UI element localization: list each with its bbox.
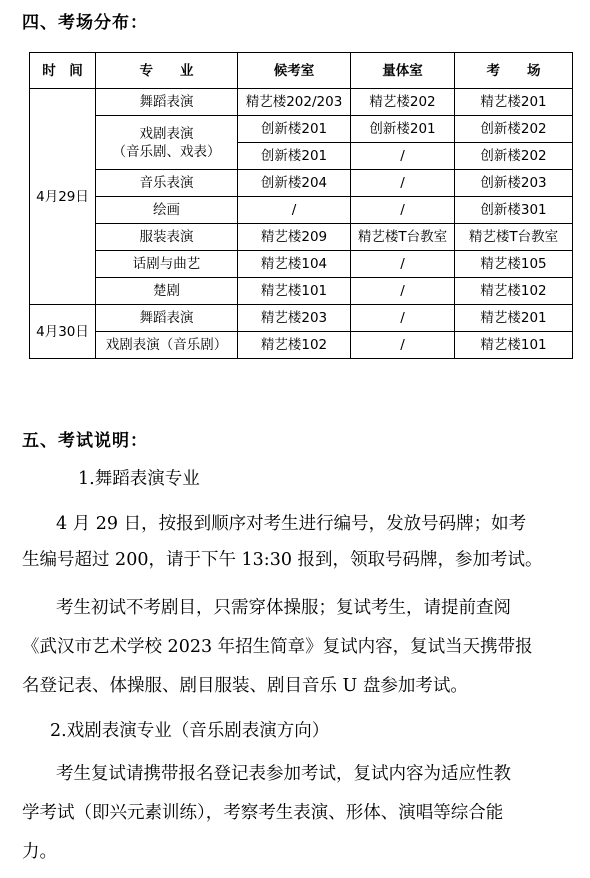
- major-cell: 绘画: [96, 197, 238, 224]
- waiting-room-cell: 精艺楼102: [238, 332, 351, 359]
- table-row: [30, 170, 573, 197]
- major-cell: 音乐表演: [96, 170, 238, 197]
- measure-room-cell: 精艺楼T台教室: [351, 224, 455, 251]
- exam-room-cell: 精艺楼101: [455, 332, 573, 359]
- waiting-room-cell: 精艺楼209: [238, 224, 351, 251]
- major-cell: 舞蹈表演: [96, 305, 238, 332]
- table-row: [30, 89, 573, 116]
- measure-room-cell: 创新楼201: [351, 116, 455, 143]
- subheading-drama: 2.戏剧表演专业（音乐剧表演方向）: [50, 721, 330, 741]
- major-line: 戏剧表演: [139, 125, 194, 142]
- major-cell: 服装表演: [96, 224, 238, 251]
- table-row: [30, 116, 573, 143]
- header-measure-room: 量体室: [351, 53, 455, 89]
- paragraph-line: 考生复试请携带报名登记表参加考试，复试内容为适应性教: [56, 764, 511, 784]
- waiting-room-cell: 精艺楼101: [238, 278, 351, 305]
- exam-room-cell: 精艺楼T台教室: [455, 224, 573, 251]
- exam-room-cell: 创新楼301: [455, 197, 573, 224]
- paragraph-line: 名登记表、体操服、剧目服装、剧目音乐 U 盘参加考试。: [22, 676, 468, 696]
- major-cell: 舞蹈表演: [96, 89, 238, 116]
- exam-room-cell: 精艺楼102: [455, 278, 573, 305]
- header-exam-room: 考 场: [455, 53, 573, 89]
- header-time: 时 间: [30, 53, 96, 89]
- major-cell: 楚剧: [96, 278, 238, 305]
- paragraph-line: 生编号超过 200，请于下午 13:30 报到，领取号码牌，参加考试。: [22, 550, 543, 570]
- measure-room-cell: /: [351, 332, 455, 359]
- venue-table: [29, 52, 573, 359]
- table-row: [30, 197, 573, 224]
- major-cell: 话剧与曲艺: [96, 251, 238, 278]
- measure-room-cell: 精艺楼202: [351, 89, 455, 116]
- section-4-title: 四、考场分布：: [22, 13, 148, 33]
- paragraph-line: 《武汉市艺术学校 2023 年招生简章》复试内容，复试当天携带报: [22, 637, 533, 657]
- subheading-dance: 1.舞蹈表演专业: [78, 469, 200, 489]
- exam-room-cell: 创新楼202: [455, 116, 573, 143]
- major-cell: [96, 116, 238, 170]
- table-row: [30, 278, 573, 305]
- measure-room-cell: /: [351, 197, 455, 224]
- major-cell: 戏剧表演（音乐剧）: [96, 332, 238, 359]
- measure-room-cell: /: [351, 143, 455, 170]
- measure-room-cell: /: [351, 278, 455, 305]
- exam-room-cell: 精艺楼201: [455, 89, 573, 116]
- table-row: [30, 224, 573, 251]
- measure-room-cell: /: [351, 251, 455, 278]
- date-cell: 4月29日: [30, 89, 96, 305]
- major-line: （音乐剧、戏表）: [112, 143, 221, 160]
- waiting-room-cell: 创新楼204: [238, 170, 351, 197]
- exam-room-cell: 精艺楼105: [455, 251, 573, 278]
- header-waiting-room: 候考室: [238, 53, 351, 89]
- table-row: [30, 251, 573, 278]
- waiting-room-cell: /: [238, 197, 351, 224]
- waiting-room-cell: 精艺楼203: [238, 305, 351, 332]
- waiting-room-cell: 创新楼201: [238, 143, 351, 170]
- exam-room-cell: 创新楼202: [455, 143, 573, 170]
- table-header-row: [30, 53, 573, 89]
- header-major: 专 业: [96, 53, 238, 89]
- paragraph-line: 4 月 29 日，按报到顺序对考生进行编号，发放号码牌；如考: [56, 514, 527, 534]
- measure-room-cell: /: [351, 305, 455, 332]
- paragraph-line: 学考试（即兴元素训练），考察考生表演、形体、演唱等综合能: [22, 803, 504, 823]
- exam-room-cell: 精艺楼201: [455, 305, 573, 332]
- measure-room-cell: /: [351, 170, 455, 197]
- paragraph-line: 考生初试不考剧目，只需穿体操服；复试考生，请提前查阅: [56, 598, 511, 618]
- table-row: [30, 332, 573, 359]
- date-cell: 4月30日: [30, 305, 96, 359]
- paragraph-line: 力。: [22, 842, 57, 862]
- waiting-room-cell: 精艺楼202/203: [238, 89, 351, 116]
- waiting-room-cell: 创新楼201: [238, 116, 351, 143]
- table-row: [30, 305, 573, 332]
- waiting-room-cell: 精艺楼104: [238, 251, 351, 278]
- section-5-title: 五、考试说明：: [22, 431, 148, 451]
- exam-room-cell: 创新楼203: [455, 170, 573, 197]
